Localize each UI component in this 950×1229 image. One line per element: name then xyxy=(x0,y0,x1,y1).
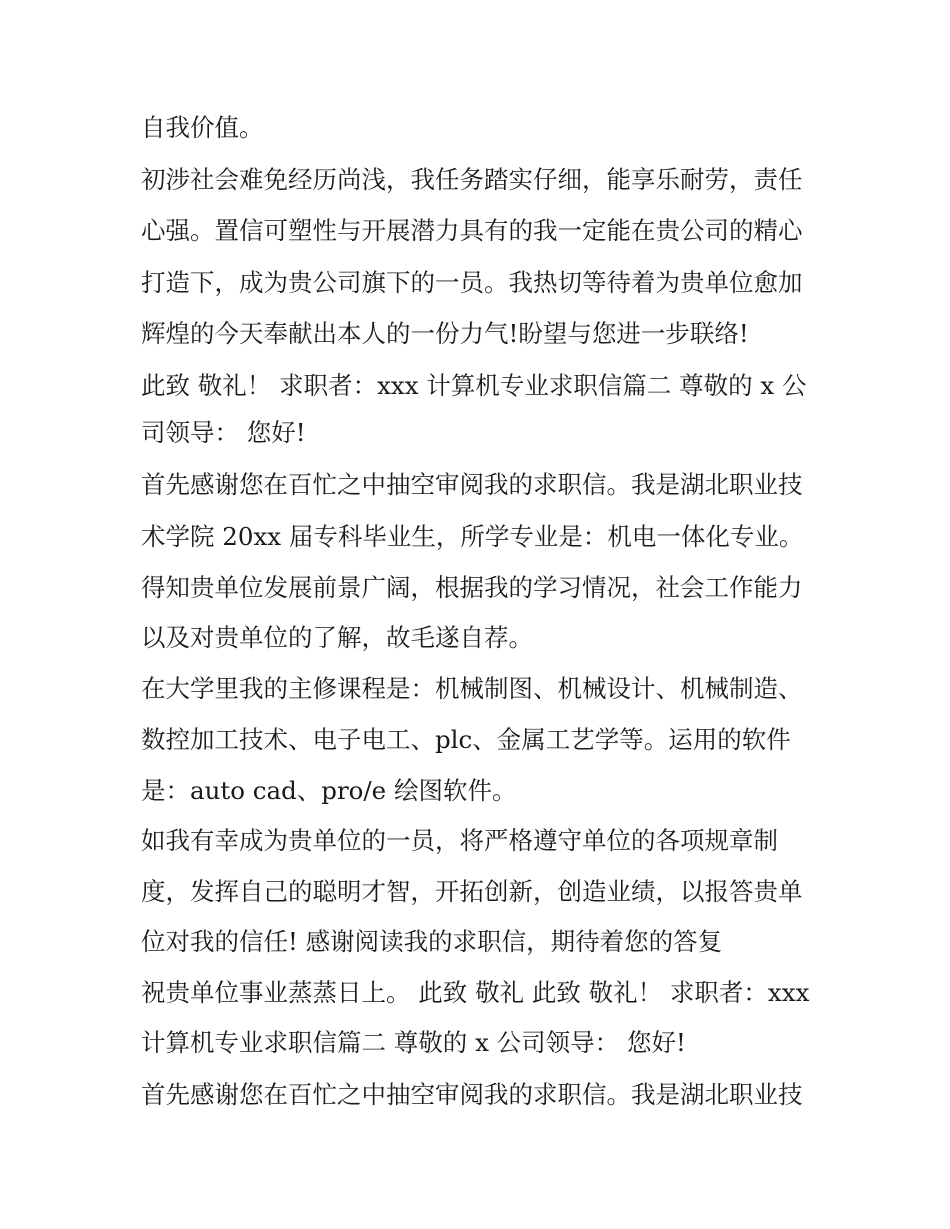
text-line: 计算机专业求职信篇二 尊敬的 x 公司领导： 您好! xyxy=(141,1028,686,1057)
text-line: 首先感谢您在百忙之中抽空审阅我的求职信。我是湖北职业技 xyxy=(141,1080,803,1109)
text-line: 术学院 20xx 届专科毕业生，所学专业是：机电一体化专业。 xyxy=(141,522,804,551)
text-line: 初涉社会难免经历尚浅，我任务踏实仔细，能享乐耐劳，责任 xyxy=(141,165,803,194)
text-line: 司领导： 您好! xyxy=(141,418,306,447)
text-line: 辉煌的今天奉献出本人的一份力气!盼望与您进一步联络! xyxy=(141,319,749,348)
text-line: 在大学里我的主修课程是：机械制图、机械设计、机械制造、 xyxy=(141,674,803,703)
text-line: 如我有幸成为贵单位的一员，将严格遵守单位的各项规章制 xyxy=(141,826,778,855)
text-line: 此致 敬礼！ 求职者：xxx 计算机专业求职信篇二 尊敬的 x 公 xyxy=(141,371,807,400)
text-line: 数控加工技术、电子电工、plc、金属工艺学等。运用的软件 xyxy=(141,725,791,754)
text-line: 是：auto cad、pro/e 绘图软件。 xyxy=(141,776,517,805)
text-line: 度，发挥自己的聪明才智，开拓创新，创造业绩，以报答贵单 xyxy=(141,877,803,906)
text-line: 位对我的信任! 感谢阅读我的求职信，期待着您的答复 xyxy=(141,927,723,956)
text-line: 祝贵单位事业蒸蒸日上。 此致 敬礼 此致 敬礼！ 求职者：xxx xyxy=(141,978,810,1007)
text-line: 自我价值。 xyxy=(141,113,264,142)
text-line: 首先感谢您在百忙之中抽空审阅我的求职信。我是湖北职业技 xyxy=(141,470,803,499)
text-line: 得知贵单位发展前景广阔，根据我的学习情况，社会工作能力 xyxy=(141,573,803,602)
text-line: 打造下，成为贵公司旗下的一员。我热切等待着为贵单位愈加 xyxy=(141,268,803,297)
text-line: 以及对贵单位的了解，故毛遂自荐。 xyxy=(141,623,533,652)
text-line: 心强。置信可塑性与开展潜力具有的我一定能在贵公司的精心 xyxy=(141,216,803,245)
